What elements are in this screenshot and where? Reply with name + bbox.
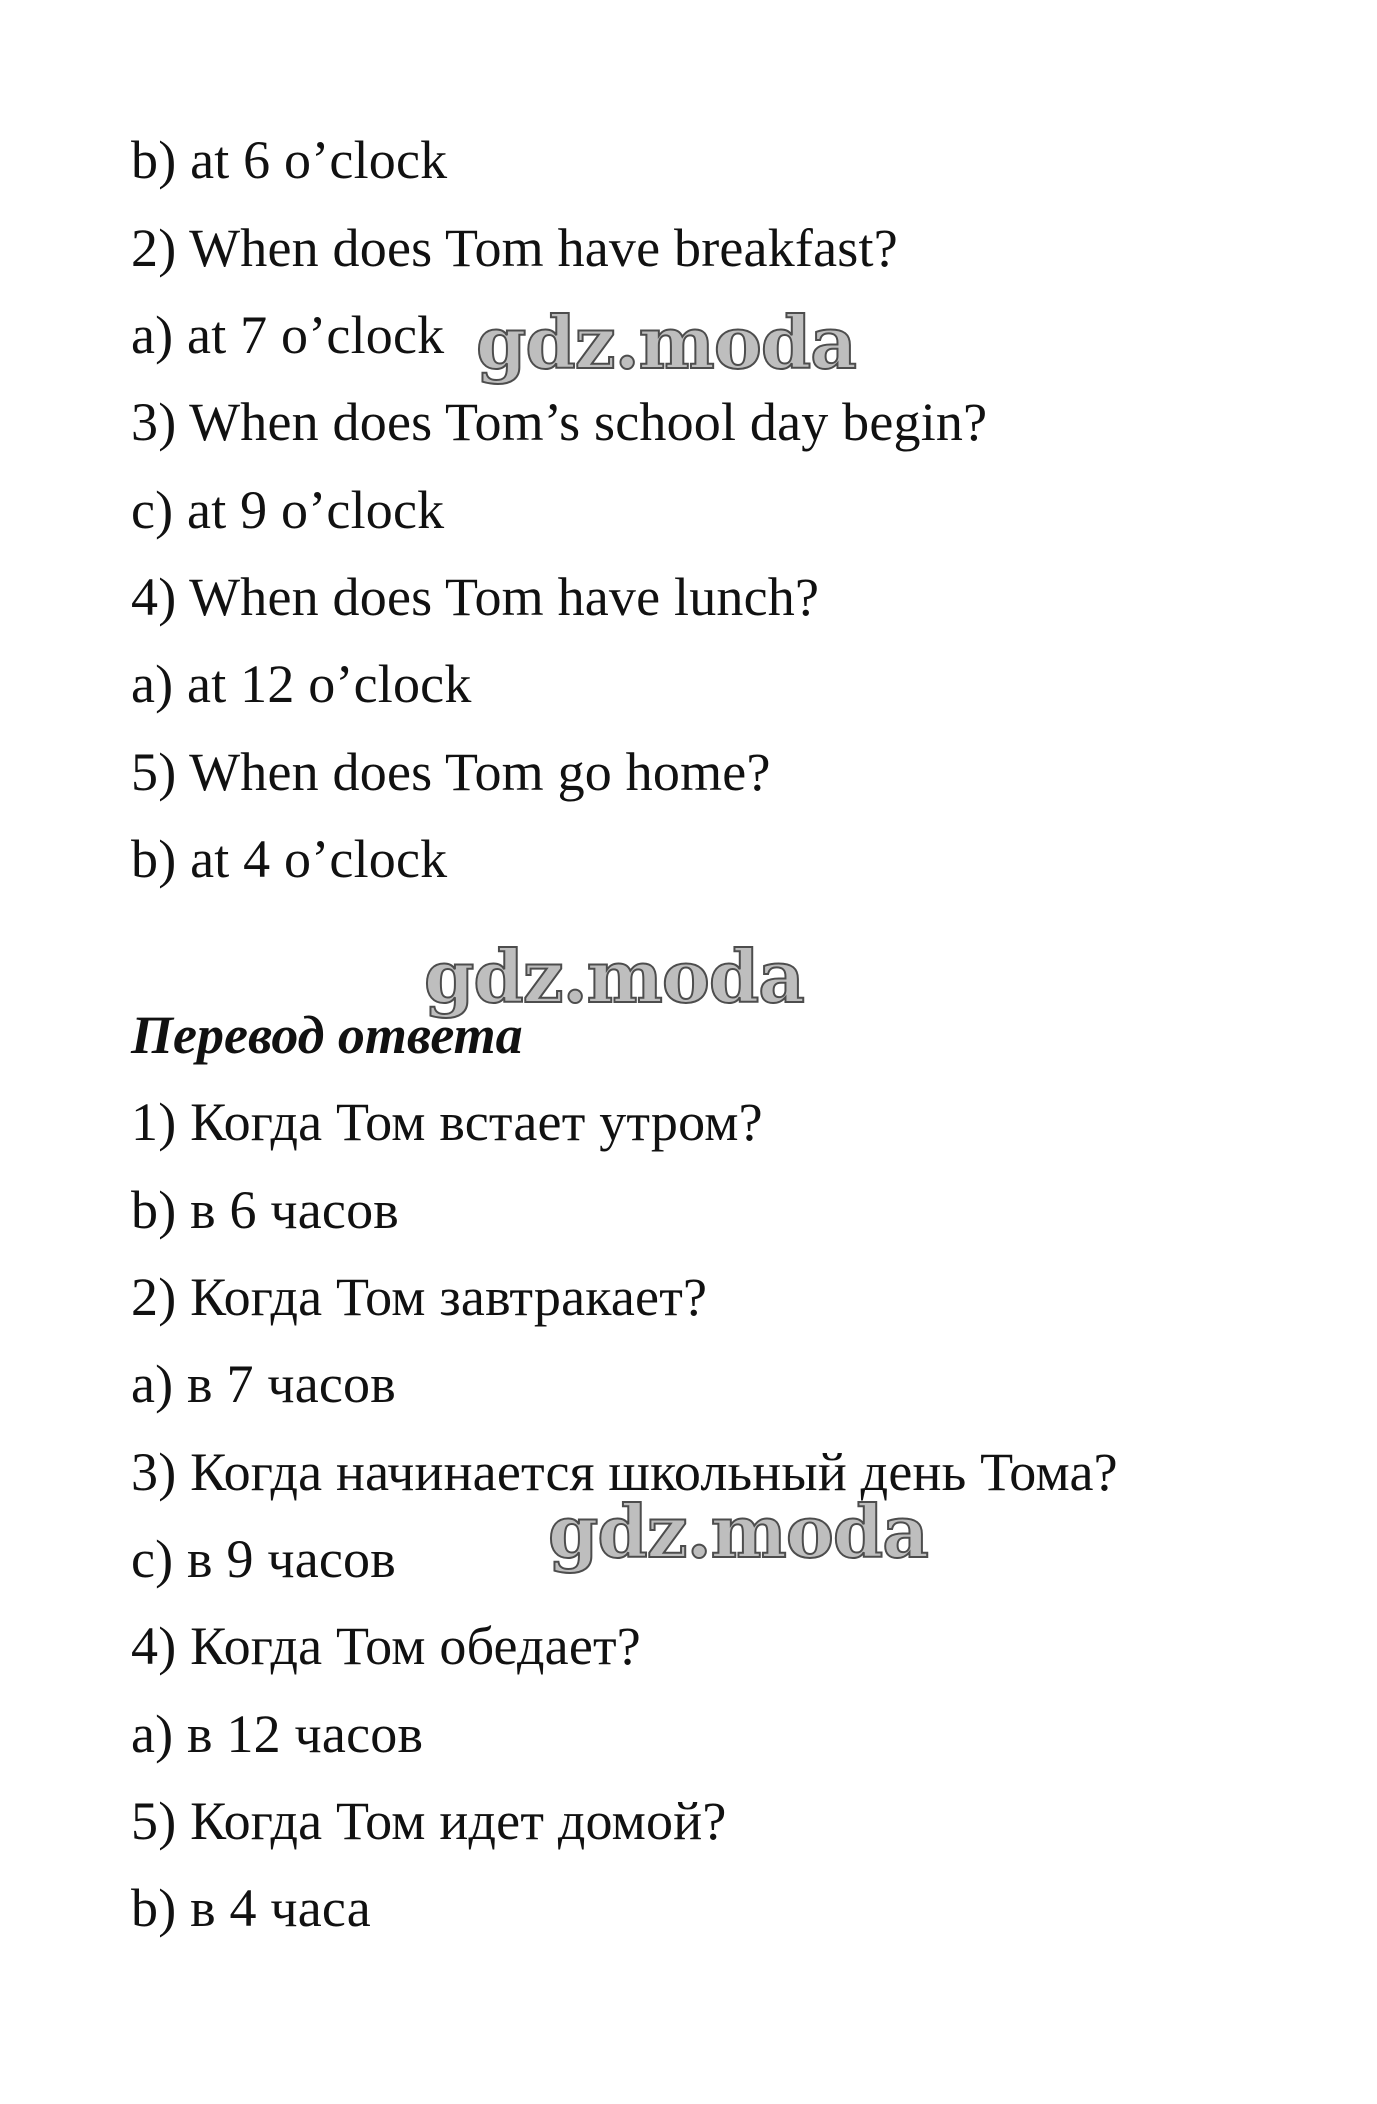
question-line: 2) When does Tom have breakfast? <box>131 218 898 278</box>
question-line: 5) When does Tom go home? <box>131 742 771 802</box>
watermark-logo: gdz.moda <box>548 1489 928 1574</box>
answer-line: a) at 12 o’clock <box>131 654 472 714</box>
translation-question-line: 4) Когда Том обедает? <box>131 1616 641 1676</box>
translation-answer-line: a) в 7 часов <box>131 1354 396 1414</box>
watermark-logo: gdz.moda <box>424 934 804 1019</box>
answer-line: c) at 9 o’clock <box>131 480 445 540</box>
answer-line: a) at 7 o’clock <box>131 305 445 365</box>
question-line: 3) When does Tom’s school day begin? <box>131 392 988 452</box>
translation-answer-line: a) в 12 часов <box>131 1704 424 1764</box>
translation-question-line: 1) Когда Том встает утром? <box>131 1092 763 1152</box>
translation-question-line: 3) Когда начинается школьный день Тома? <box>131 1442 1118 1502</box>
answer-line: b) at 4 o’clock <box>131 829 448 889</box>
translation-question-line: 2) Когда Том завтракает? <box>131 1267 708 1327</box>
translation-heading: Перевод ответа <box>131 1005 523 1065</box>
translation-answer-line: c) в 9 часов <box>131 1529 396 1589</box>
watermark-logo: gdz.moda <box>476 300 856 385</box>
translation-question-line: 5) Когда Том идет домой? <box>131 1791 727 1851</box>
question-line: 4) When does Tom have lunch? <box>131 567 820 627</box>
translation-answer-line: b) в 4 часа <box>131 1878 371 1938</box>
answer-line: b) at 6 o’clock <box>131 130 448 190</box>
translation-answer-line: b) в 6 часов <box>131 1180 399 1240</box>
